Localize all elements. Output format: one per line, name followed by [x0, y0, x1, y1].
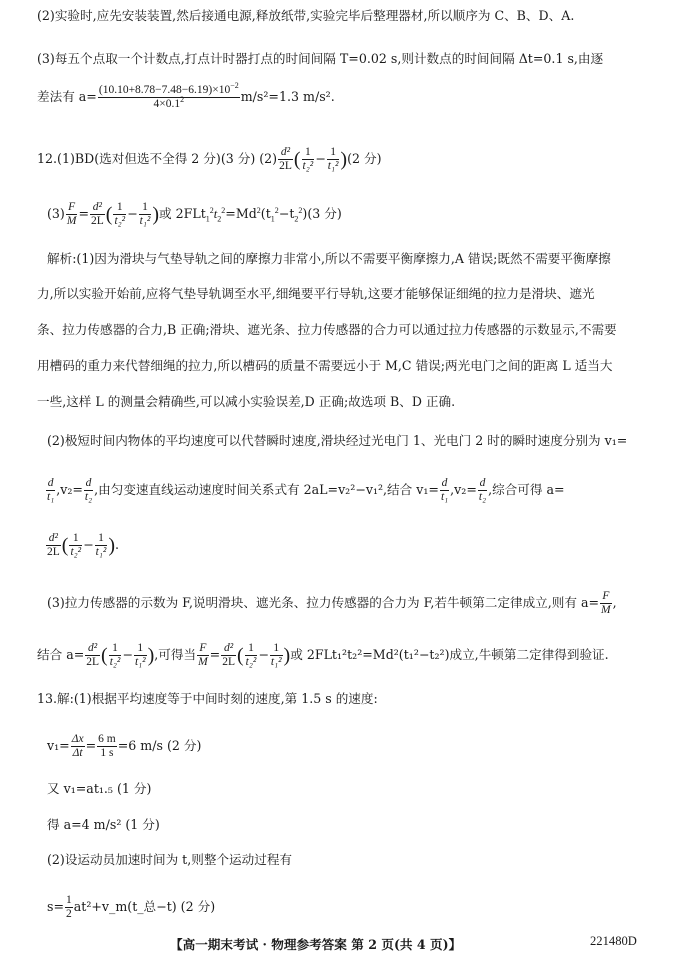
text-prefix: 差法有 a=: [37, 89, 97, 104]
num: d²: [278, 146, 293, 160]
fraction-accel: [98, 81, 240, 111]
frac-F-M: [197, 642, 209, 669]
num: 1: [139, 201, 152, 215]
frac-1-t2sq: [245, 642, 258, 669]
num: 1: [327, 146, 340, 160]
den: t₂²: [302, 160, 314, 172]
num: F: [66, 201, 78, 215]
paren-right: ): [340, 148, 348, 171]
text-b: =6 m/s (2 分): [117, 738, 202, 753]
num: 1: [270, 642, 283, 656]
paren-right: ): [152, 203, 159, 226]
minus: −: [258, 647, 269, 662]
den: 2L: [86, 656, 100, 668]
text-b: at²+v_m(t_总−t) (2 分): [73, 899, 216, 914]
text-d: ,综合可得 a=: [488, 482, 565, 497]
den: 2L: [47, 546, 60, 558]
denominator: 4×0.1: [153, 98, 181, 110]
minus: −: [315, 151, 326, 166]
equals: =: [85, 738, 97, 753]
q13-line-1: 13.解:(1)根据平均速度等于中间时刻的速度,第 1.5 s 的速度:: [37, 691, 378, 706]
num: 1: [109, 642, 122, 656]
text-a: s=: [47, 899, 65, 914]
score: )(3 分): [302, 206, 342, 221]
den: t₁²: [134, 656, 146, 668]
den: M: [601, 604, 611, 616]
num: F: [197, 642, 209, 656]
q13-line-3: 又 v₁=at₁.₅ (1 分): [47, 781, 152, 796]
alt-text-e: −t: [278, 206, 295, 221]
line-successive-difference: [37, 81, 335, 111]
frac-1-t1sq: [95, 532, 108, 559]
analysis-line-2: 力,所以实验开始前,应将气垫导轨调至水平,细绳要平行导轨,这要才能够保证细绳的拉力是滑块、遮光: [37, 286, 595, 301]
den: t₂²: [245, 656, 257, 668]
num: 1: [113, 201, 126, 215]
analysis-line-4: 用槽码的重力来代替细绳的拉力,所以槽码的质量不需要远小于 M,C 错误;两光电门之间的距离 L 适当大: [37, 358, 613, 373]
paren-left: (: [237, 644, 244, 667]
part2-line-1: (2)极短时间内物体的平均速度可以代替瞬时速度,滑块经过光电门 1、光电门 2 时的瞬时速度分别为 v₁=: [47, 433, 628, 448]
numerator-exponent: −2: [230, 81, 239, 91]
footer-title: 【高一期末考试 · 物理参考答案 第 2 页(共 4 页)】: [170, 937, 462, 952]
num: d²: [221, 642, 236, 656]
equals: =: [209, 647, 221, 662]
num: 1: [134, 642, 147, 656]
paren-left: (: [61, 534, 69, 557]
frac-1-t1sq: [134, 642, 147, 669]
frac-1-t1sq: [327, 146, 340, 173]
paren-right: ): [147, 644, 155, 667]
numerator: (10.10+8.78−7.48−6.19)×10: [98, 84, 231, 96]
num: d²: [46, 532, 61, 546]
frac-1-t2sq: [302, 146, 315, 173]
frac-1-t1sq: [139, 201, 152, 228]
frac-1-t1sq: [270, 642, 283, 669]
part-label: (3): [47, 206, 65, 221]
frac-1-t2sq: [109, 642, 122, 669]
num: d²: [85, 642, 100, 656]
line-3-interval: (3)每五个点取一个计数点,打点计时器打点的时间间隔 T=0.02 s,则计数点的时间间隔 Δt=0.1 s,由逐: [37, 51, 604, 66]
den: 2L: [91, 215, 104, 227]
den: M: [66, 215, 77, 227]
minus: −: [127, 206, 138, 221]
den: t₁²: [139, 215, 151, 227]
q13-line-4: 得 a=4 m/s² (1 分): [47, 817, 160, 832]
den: t₂: [84, 491, 93, 503]
frac-1-t2sq: [113, 201, 126, 228]
alt-text-d: (t: [260, 206, 271, 221]
den: 1 s: [100, 747, 114, 759]
frac-d2-2L: [221, 642, 236, 669]
frac-F-M: [600, 590, 612, 617]
text: (3)拉力传感器的示数为 F,说明滑块、遮光条、拉力传感器的合力为 F,若牛顿第二定律成立,则有 a=: [47, 595, 600, 610]
paren-left: (: [105, 203, 113, 226]
analysis-line-3: 条、拉力传感器的合力,B 正确;滑块、遮光条、拉力传感器的合力可以通过拉力传感器的示数显示,不需要: [37, 322, 617, 337]
result: m/s²=1.3 m/s².: [240, 89, 335, 104]
den: 2L: [222, 656, 235, 668]
num: Δx: [71, 733, 84, 745]
num: F: [600, 590, 612, 604]
den: t₁: [440, 491, 449, 503]
q12-part3: (3) $\frac{F}{M}$ = $\frac{\text{d²}}{2L}$ ( $\frac{1}{\text{t₂²}}$ − $\frac{1}{\text{t₁²}}$ )或 $2FLt_1^2t_2^2=Md^2(t_1^2-t_2^2)(3$ 分): [47, 201, 342, 227]
num: 1: [245, 642, 258, 656]
num: d: [441, 477, 448, 489]
footer-code: 221480D: [590, 934, 637, 948]
num: 1: [302, 146, 315, 160]
part3-line-2: [37, 642, 609, 669]
part3-line-1: [47, 590, 617, 617]
text-a: 结合 a=: [37, 647, 85, 662]
den: t₂²: [70, 546, 82, 558]
frac-1-2: [65, 894, 73, 921]
paren-left: (: [293, 148, 301, 171]
q13-line-5: (2)设运动员加速时间为 t,则整个运动过程有: [47, 852, 293, 867]
text-b: ,可得当: [154, 647, 197, 662]
period: .: [115, 537, 120, 552]
line-2-order: (2)实验时,应先安装装置,然后接通电源,释放纸带,实验完毕后整理器材,所以顺序为 C、B、D、A.: [37, 8, 575, 23]
q13-displacement: [47, 894, 215, 921]
q13-velocity: [47, 733, 201, 760]
den: t₁²: [95, 546, 107, 558]
frac-d-t1: [440, 477, 449, 504]
equals: =: [78, 206, 89, 221]
num: 1: [95, 532, 108, 546]
den: M: [198, 656, 208, 668]
frac-dx-dt: [71, 733, 85, 760]
part2-line-2: [45, 477, 565, 504]
den: t₂²: [114, 215, 126, 227]
alt-text-a: 或 2FLt: [159, 206, 206, 221]
alt-text-c: =Md: [225, 206, 257, 221]
den: t₁²: [327, 160, 339, 172]
text-c: 或 2FLt₁²t₂²=Md²(t₁²−t₂²)成立,牛顿第二定律得到验证.: [290, 647, 609, 662]
q12-part1-2: [37, 146, 382, 173]
frac-d2-2L: [278, 146, 293, 173]
frac-d2-2L: [46, 532, 61, 559]
score: (2 分): [347, 151, 382, 166]
denominator-exponent: 2: [180, 95, 185, 105]
frac-d2-2L: [85, 642, 100, 669]
frac-1-t2sq: [69, 532, 82, 559]
den: 2L: [279, 160, 292, 172]
minus: −: [122, 647, 133, 662]
num: 1: [66, 894, 72, 906]
paren-right: ): [108, 534, 115, 557]
den: 2: [66, 908, 72, 920]
text-a: v₁=: [47, 738, 70, 753]
text-a: ,v₂=: [56, 482, 83, 497]
num: d: [479, 477, 486, 489]
num: d: [85, 477, 92, 489]
comma: ,: [612, 595, 617, 610]
frac-d-t2: [84, 477, 93, 504]
frac-d-t1: [46, 477, 55, 504]
minus: −: [83, 537, 94, 552]
paren-right: ): [283, 644, 291, 667]
num: 6 m: [98, 733, 116, 745]
part2-line-3: [45, 532, 119, 559]
paren-left: (: [101, 644, 108, 667]
den: t₁²: [270, 656, 282, 668]
den: Δt: [72, 747, 83, 759]
den: t₂²: [109, 656, 121, 668]
den: t₁: [47, 491, 55, 503]
alt-text-b: t: [213, 207, 218, 221]
text-b: ,由匀变速直线运动速度时间关系式有 2aL=v₂²−v₁²,结合 v₁=: [94, 482, 439, 497]
analysis-line-5: 一些,这样 L 的测量会精确些,可以减小实验误差,D 正确;故选项 B、D 正确.: [37, 394, 456, 409]
q12-label: 12.(1)BD(选对但选不全得 2 分)(3 分) (2): [37, 151, 278, 166]
frac-d2-2L: [90, 201, 105, 228]
num: d²: [90, 201, 105, 215]
frac-F-M: [66, 201, 78, 228]
frac-d-t2: [478, 477, 487, 504]
text-c: ,v₂=: [450, 482, 477, 497]
num: 1: [69, 532, 82, 546]
den: t₂: [478, 491, 487, 503]
analysis-line-1: 解析:(1)因为滑块与气垫导轨之间的摩擦力非常小,所以不需要平衡摩擦力,A 错误;既然不需要平衡摩擦: [47, 251, 611, 266]
frac-6m-1s: [97, 733, 117, 760]
num: d: [47, 477, 54, 489]
